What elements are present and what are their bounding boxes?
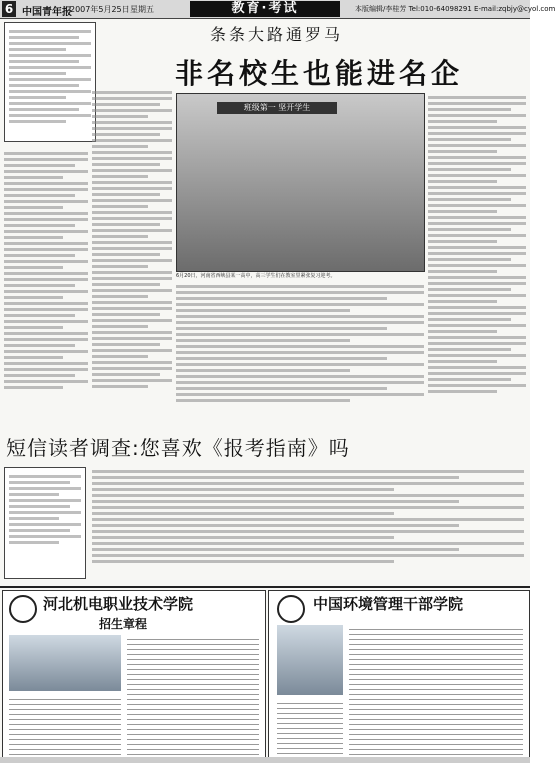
- survey-title: 短信读者调查:您喜欢《报考指南》吗: [6, 436, 350, 460]
- ad-hebei-table: [9, 695, 121, 755]
- right-column-text: [428, 93, 526, 428]
- page-footer: [0, 757, 530, 763]
- masthead: [0, 0, 555, 19]
- ad-environment-text: [349, 625, 523, 755]
- photo-banner: 班级第一 坚开学生: [217, 102, 337, 114]
- headline-title: 非名校生也能进名企: [175, 57, 464, 90]
- page-number: 6: [2, 1, 16, 17]
- paper-name: 中国青年报: [22, 7, 72, 18]
- ad-environment-side-text: [277, 699, 343, 755]
- left-column-text: [4, 148, 88, 428]
- ad-hebei-college: [2, 590, 266, 762]
- column-two-text: [92, 88, 172, 428]
- issue-weekday: 星期五: [130, 5, 154, 14]
- ad-environment-college: [268, 590, 530, 762]
- ad-hebei-heading: 招生章程: [99, 617, 148, 631]
- classroom-photo: [176, 93, 425, 272]
- photo-caption: 6月20日，河南省西峡县某一高中，高三学生们在教室里紧张复习迎考。: [176, 273, 336, 279]
- contact-info: 本版编辑/李桂芳 Tel:010-64098291 E-mail:zqbjy@cyol.com: [355, 5, 555, 13]
- survey-intro-box: [4, 467, 86, 579]
- headline-subtitle: 条条大路通罗马: [210, 25, 344, 44]
- ad-hebei-text: [127, 635, 259, 755]
- college-logo-icon: [9, 595, 37, 623]
- section-divider: [0, 586, 530, 588]
- ad-hebei-title: 河北机电职业技术学院: [43, 595, 194, 613]
- building-photo: [277, 625, 343, 695]
- section-title: 教育·考试: [190, 1, 340, 17]
- issue-date: 2007年5月25日: [70, 5, 130, 14]
- lower-middle-text: [176, 282, 424, 428]
- editor-note-text: [5, 23, 95, 130]
- environment-college-logo-icon: [277, 595, 305, 623]
- survey-questions: [92, 467, 524, 582]
- editor-note-box: [4, 22, 96, 142]
- campus-photo: [9, 635, 121, 691]
- ad-environment-title: 中国环境管理干部学院: [313, 595, 464, 613]
